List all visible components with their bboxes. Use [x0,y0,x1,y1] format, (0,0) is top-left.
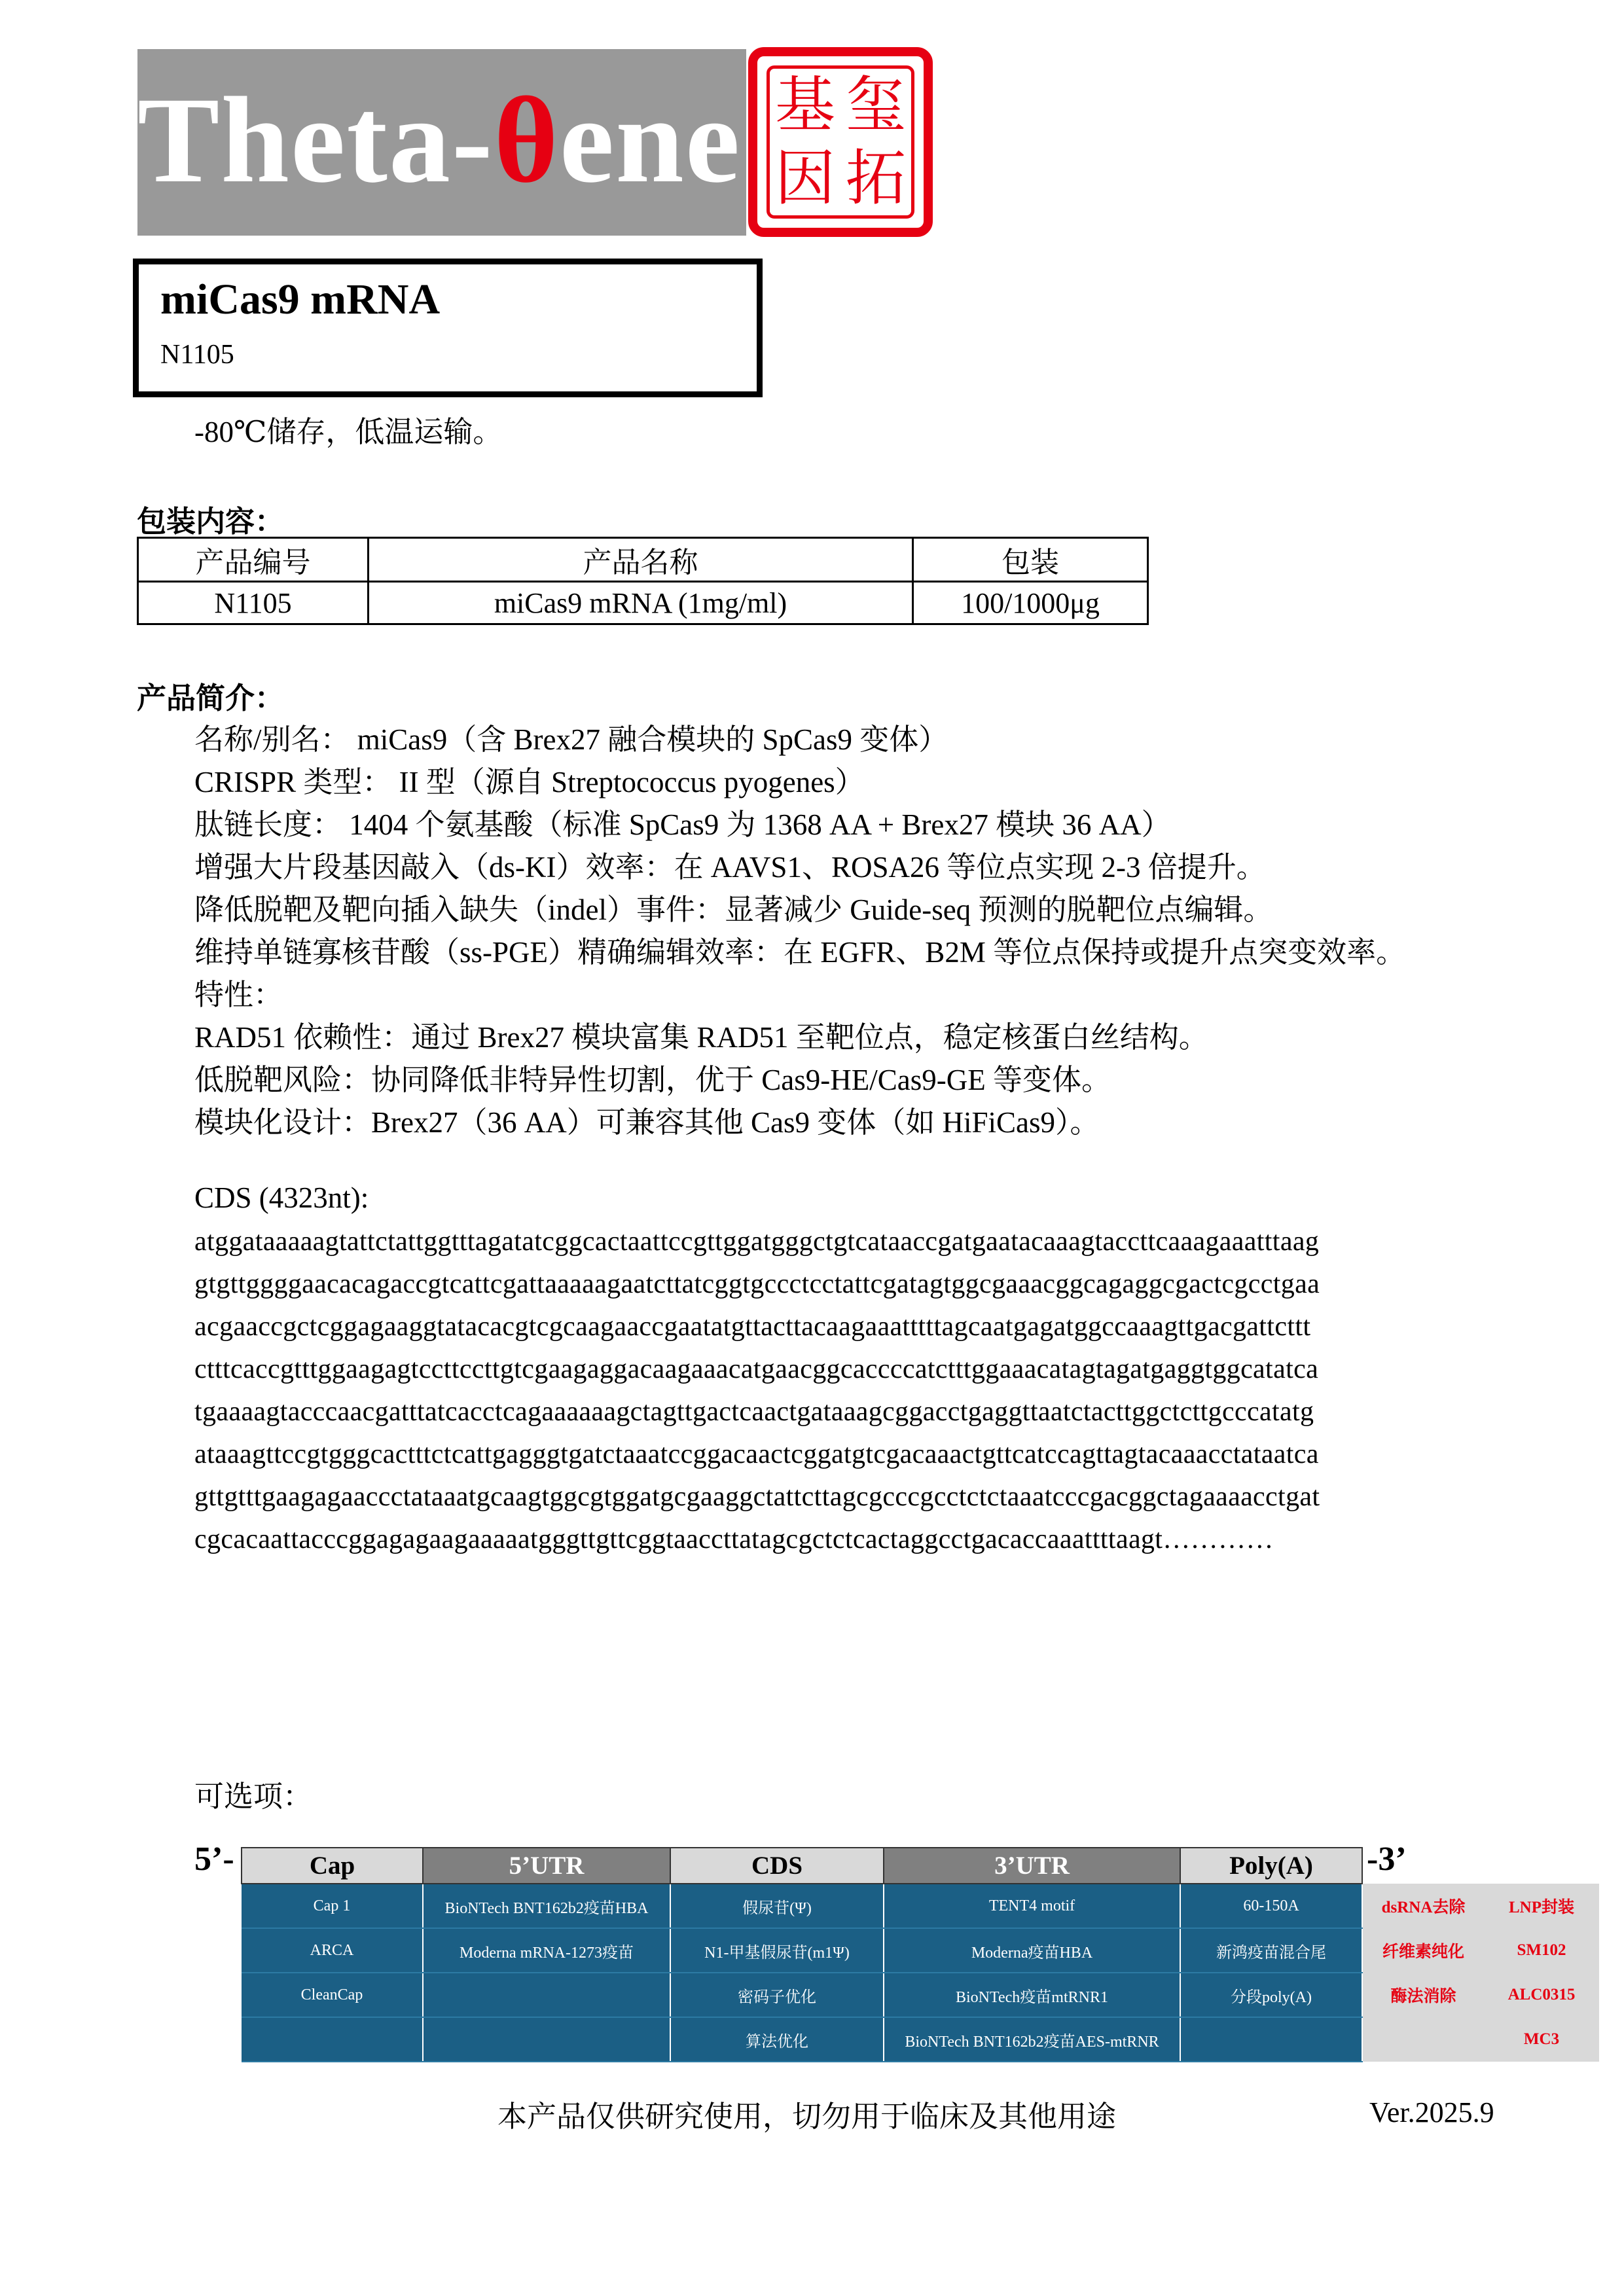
extra-cell: SM102 [1484,1928,1599,1973]
option-cell: 分段poly(A) [1180,1973,1362,2017]
option-cell: 密码子优化 [670,1973,884,2017]
cds-heading: CDS (4323nt): [194,1181,369,1214]
header-cell: 产品名称 [369,538,913,582]
table-row [242,2017,1599,2062]
brand-logo-text: Theta-θene [137,71,742,208]
intro-line: 低脱靶风险：协同降低非特异性切割，优于 Cas9-HE/Cas9-GE 等变体。 [194,1064,1111,1096]
options-heading: 可选项： [194,1780,313,1813]
extra-cell: MC3 [1484,2017,1599,2062]
option-cell: Moderna疫苗HBA [884,1928,1180,1973]
table-header-row [242,1848,1599,1884]
seal-char: 基 [774,70,835,140]
seal-char: 拓 [845,143,906,213]
extra-cell: 酶法消除 [1362,1973,1484,2017]
sequence-line: tgaaaagtacccaacgatttatcacctcagaaaaaagctagttgactcaactgataaagcggacctgaggttaatctacttggctcttgcccatatg [194,1397,1314,1427]
sequence-line: gtgttggggaacacagaccgtcattcgattaaaaagaatcttatcggtgccctcctattcgatagtggcgaaacggcagaggcgactcgcctgaa [194,1269,1320,1299]
sequence-line: cgcacaattacccggagagaagaaaaatgggttgttcggtaaccttatagcgctctcactaggcctgacaccaaattttaagt………… [194,1524,1274,1554]
option-cell: 算法优化 [670,2017,884,2062]
table-header-row [138,538,1148,582]
option-cell: N1-甲基假尿苷(m1Ψ) [670,1928,884,1973]
option-cell: TENT4 motif [884,1884,1180,1928]
storage-note: -80℃储存，低温运输。 [194,416,503,448]
option-cell: BioNTech BNT162b2疫苗AES-mtRNR [884,2017,1180,2062]
header-cell: 包装 [913,538,1148,582]
seal-char: 因 [774,143,835,213]
option-cell: 新鸿疫苗混合尾 [1180,1928,1362,1973]
option-cell: BioNTech疫苗mtRNR1 [884,1973,1180,2017]
sequence-line: ataaagttccgtgggcactttctcattgagggtgatctaaatccggacaactcggatgtcgacaaactgttcatccagttagtacaaacctataatca [194,1439,1319,1469]
version-label: Ver.2025.9 [1369,2096,1494,2128]
table-cell: N1105 [138,582,369,624]
five-prime-label: 5’- [194,1840,234,1878]
table-row [242,1973,1599,2017]
options-table [241,1847,1600,2062]
option-cell: 假尿苷(Ψ) [670,1884,884,1928]
option-cell: Moderna mRNA-1273疫苗 [423,1928,670,1973]
extra-cell: ALC0315 [1484,1973,1599,2017]
extra-cell: dsRNA去除 [1362,1884,1484,1928]
product-name: miCas9 mRNA [160,276,441,323]
table-row [138,582,1148,624]
sequence-line: atggataaaaagtattctattggtttagatatcggcactaattccgttggatgggctgtcataaccgatgaatacaaagtaccttcaaagaaatttaag [194,1227,1320,1257]
option-cell [423,2017,670,2062]
option-cell [423,1973,670,2017]
intro-line: 降低脱靶及靶向插入缺失（indel）事件：显著减少 Guide-seq 预测的脱靶位点编辑。 [194,893,1273,926]
column-header-cap: Cap [242,1848,423,1884]
option-cell [242,2017,423,2062]
intro-line: 名称/别名： miCas9（含 Brex27 融合模块的 SpCas9 变体） [194,723,948,756]
three-prime-label: -3’ [1367,1840,1407,1878]
option-cell: Cap 1 [242,1884,423,1928]
package-heading: 包装内容： [137,505,285,538]
usage-notice: 本产品仅供研究使用，切勿用于临床及其他用途 [497,2100,1117,2133]
column-header-cds: CDS [670,1848,884,1884]
table-row [242,1928,1599,1973]
sequence-line: acgaaccgctcggagaaggtatacacgtcgcaagaaccgaatatgttacttacaagaaatttttagcaatgagatggccaaagttgacgattcttt [194,1312,1311,1342]
table-cell: miCas9 mRNA (1mg/ml) [369,582,913,624]
intro-line: 模块化设计：Brex27（36 AA）可兼容其他 Cas9 变体（如 HiFiCas9）。 [194,1106,1100,1139]
intro-line: CRISPR 类型： II 型（源自 Streptococcus pyogenes） [194,766,865,798]
table-cell: 100/1000μg [913,582,1148,624]
product-code: N1105 [160,340,234,370]
intro-line: 肽链长度： 1404 个氨基酸（标准 SpCas9 为 1368 AA + Brex27 模块 36 AA） [194,808,1171,841]
option-cell: CleanCap [242,1973,423,2017]
column-header-5utr: 5’UTR [423,1848,670,1884]
sequence-line: gttgtttgaagagaaccctataaatgcaagtggcgtggatgcgaaggctattcttagcgcccgcctctctaaatcccgacggctagaaaacctgat [194,1482,1320,1512]
extra-cell [1362,2017,1484,2062]
column-header-polya: Poly(A) [1180,1848,1362,1884]
brand-seal [748,47,933,237]
option-cell: 60-150A [1180,1884,1362,1928]
extra-cell: 纤维素纯化 [1362,1928,1484,1973]
header-cell: 产品编号 [138,538,369,582]
option-cell: BioNTech BNT162b2疫苗HBA [423,1884,670,1928]
intro-line: 特性： [194,978,283,1011]
column-header-3utr: 3’UTR [884,1848,1180,1884]
option-cell: ARCA [242,1928,423,1973]
table-row [242,1884,1599,1928]
intro-heading: 产品简介： [137,682,285,715]
intro-line: 维持单链寡核苷酸（ss-PGE）精确编辑效率：在 EGFR、B2M 等位点保持或提升点突变效率。 [194,936,1406,969]
intro-line: RAD51 依赖性：通过 Brex27 模块富集 RAD51 至靶位点，稳定核蛋白丝结构。 [194,1021,1208,1054]
sequence-line: ctttcaccgtttggaagagtccttccttgtcgaagaggacaagaaacatgaacggcaccccatctttggaaacatagtagatgaggtggcatatca [194,1354,1319,1384]
intro-line: 增强大片段基因敲入（ds-KI）效率：在 AAVS1、ROSA26 等位点实现 2-3 倍提升。 [194,851,1266,884]
extra-cell: LNP封装 [1484,1884,1599,1928]
seal-char: 玺 [845,70,906,140]
option-cell [1180,2017,1362,2062]
package-table [137,537,1149,625]
